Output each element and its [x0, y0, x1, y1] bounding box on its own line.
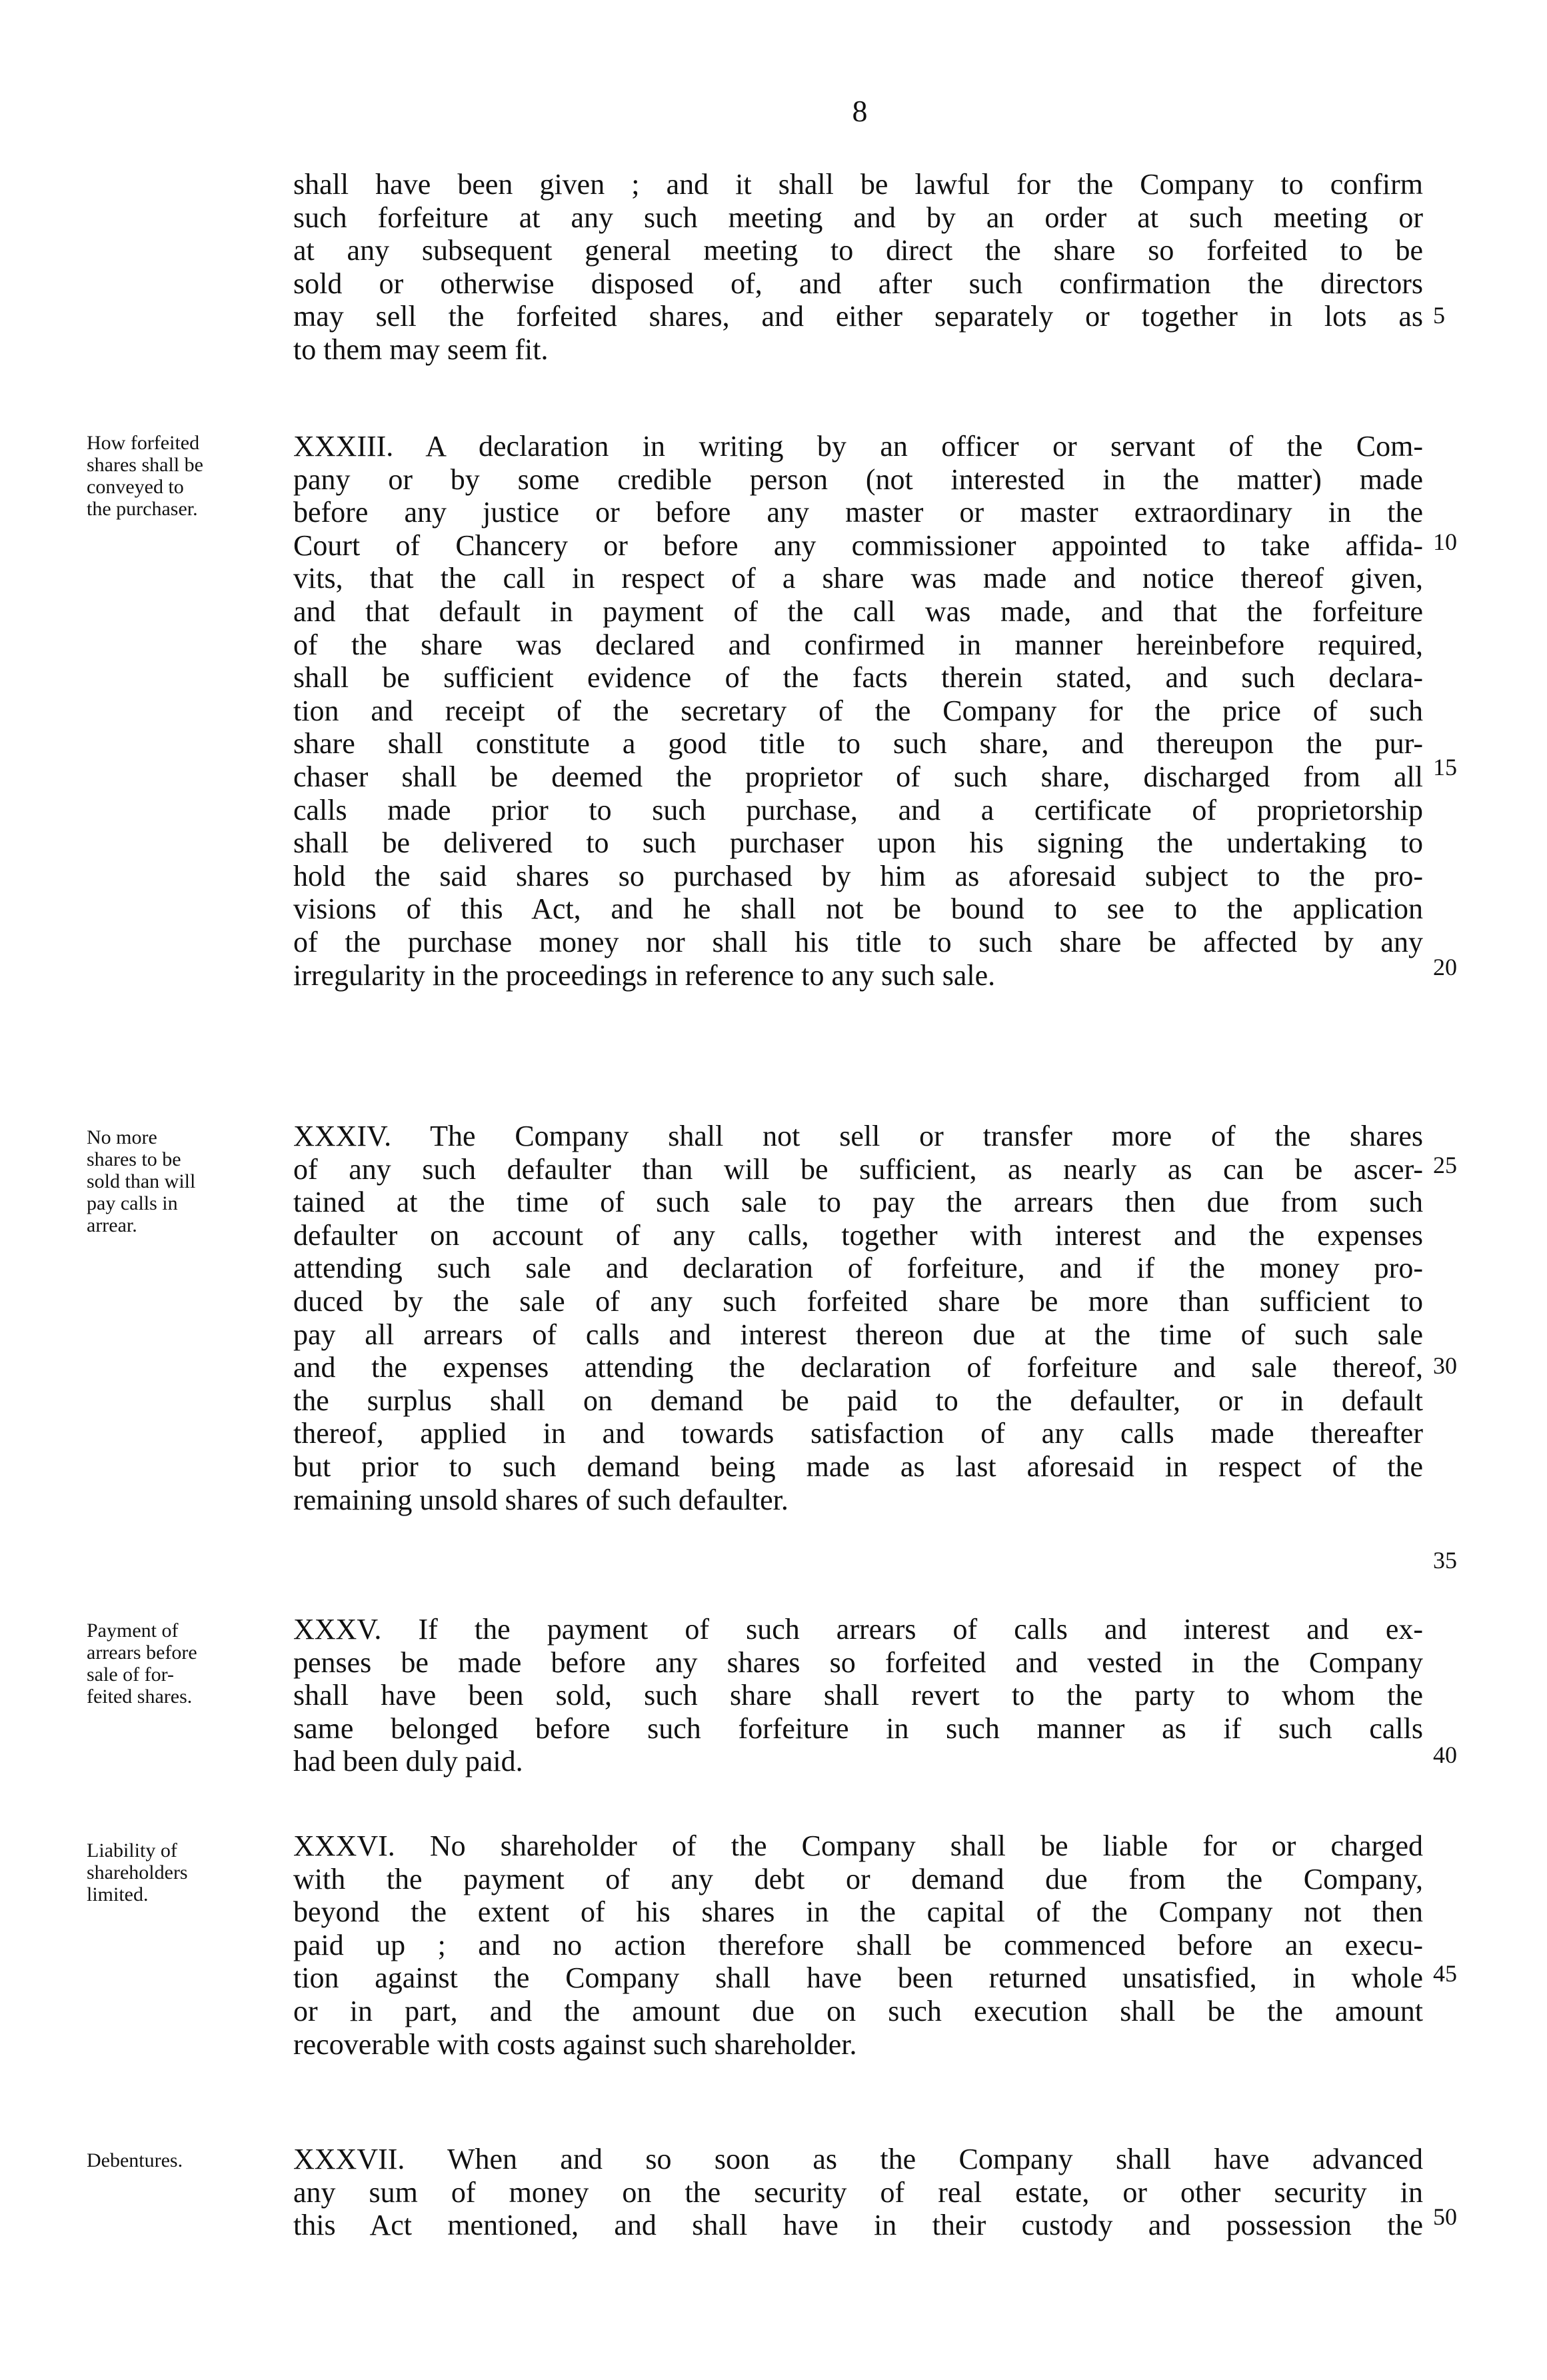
text-line: but prior to such demand being made as last aforesaid in respect of the — [293, 1450, 1423, 1483]
text-line: any sum of money on the security of real estate, or other security in — [293, 2175, 1423, 2209]
text-line: tion against the Company shall have been returned unsatisfied, in whole — [293, 1961, 1423, 1995]
margin-note-line: sold than will — [87, 1170, 196, 1192]
text-line: may sell the forfeited shares, and either separately or together in lots as — [293, 300, 1423, 333]
text-line: Court of Chancery or before any commissioner appointed to take affida- — [293, 529, 1423, 562]
text-line: pany or by some credible person (not interested in the matter) made — [293, 463, 1423, 496]
line-number: 30 — [1433, 1352, 1457, 1379]
text-line: XXXVI. No shareholder of the Company shall be liable for or charged — [293, 1829, 1423, 1862]
text-line: XXXV. If the payment of such arrears of calls and interest and ex- — [293, 1613, 1423, 1646]
text-line: vits, that the call in respect of a share was made and notice thereof given, — [293, 562, 1423, 595]
text-line: pay all arrears of calls and interest thereon due at the time of such sale — [293, 1318, 1423, 1351]
text-line: or in part, and the amount due on such execution shall be the amount — [293, 1994, 1423, 2027]
text-line: this Act mentioned, and shall have in their custody and possession the — [293, 2209, 1423, 2242]
text-line: paid up ; and no action therefore shall be commenced before an execu- — [293, 1928, 1423, 1961]
line-number: 15 — [1433, 754, 1457, 780]
line-number: 5 — [1433, 302, 1445, 329]
section-xxxvii — [293, 2143, 1423, 2242]
margin-note-liability — [87, 1839, 280, 1905]
text-line: such forfeiture at any such meeting and by an order at such meeting or — [293, 201, 1423, 234]
margin-note-line: arrear. — [87, 1214, 137, 1236]
margin-note-line: No more — [87, 1126, 157, 1148]
margin-note-forfeited-shares — [87, 432, 280, 520]
text-line: tion and receipt of the secretary of the Company for the price of such — [293, 694, 1423, 727]
margin-note-line: arrears before — [87, 1642, 197, 1664]
text-line: shall be sufficient evidence of the facts therein stated, and such declara- — [293, 661, 1423, 694]
margin-note-line: conveyed to — [87, 476, 184, 498]
margin-note-payment-of-arrears — [87, 1620, 280, 1708]
text-line: calls made prior to such purchase, and a certificate of proprietorship — [293, 793, 1423, 826]
page-number: 8 — [852, 94, 868, 128]
line-number: 45 — [1433, 1960, 1457, 1987]
line-number: 40 — [1433, 1742, 1457, 1768]
section-xxxiii — [293, 430, 1423, 992]
text-line: XXXVII. When and so soon as the Company shall have advanced — [293, 2143, 1423, 2175]
text-line: and the expenses attending the declaration of forfeiture and sale thereof, — [293, 1351, 1423, 1384]
text-line: and that default in payment of the call was made, and that the forfeiture — [293, 595, 1423, 628]
text-line: shall have been sold, such share shall revert to the party to whom the — [293, 1679, 1423, 1712]
margin-note-line: feited shares. — [87, 1686, 193, 1708]
text-line: of the purchase money nor shall his title to such share be affected by any — [293, 925, 1423, 958]
text-line: hold the said shares so purchased by him as aforesaid subject to the pro- — [293, 859, 1423, 892]
text-line: of the share was declared and confirmed in manner hereinbefore required, — [293, 628, 1423, 661]
text-line: at any subsequent general meeting to direct the share so forfeited to be — [293, 234, 1423, 267]
text-line: shall be delivered to such purchaser upon his signing the undertaking to — [293, 826, 1423, 860]
text-line: visions of this Act, and he shall not be bound to see to the application — [293, 892, 1423, 926]
margin-note-line: Liability of — [87, 1839, 177, 1861]
text-line: duced by the sale of any such forfeited share be more than sufficient to — [293, 1284, 1423, 1318]
margin-note-line: Payment of — [87, 1620, 179, 1642]
text-line: before any justice or before any master or master extraordinary in the — [293, 496, 1423, 529]
line-number: 50 — [1433, 2203, 1457, 2230]
text-line: penses be made before any shares so forfeited and vested in the Company — [293, 1646, 1423, 1679]
margin-note-line: pay calls in — [87, 1192, 178, 1214]
text-line: sold or otherwise disposed of, and after such confirmation the directors — [293, 267, 1423, 300]
text-line: defaulter on account of any calls, together with interest and the expenses — [293, 1218, 1423, 1252]
text-line: chaser shall be deemed the proprietor of such share, discharged from all — [293, 760, 1423, 793]
text-line: attending such sale and declaration of forfeiture, and if the money pro- — [293, 1252, 1423, 1285]
margin-note-line: limited. — [87, 1883, 149, 1905]
text-line: share shall constitute a good title to such share, and thereupon the pur- — [293, 727, 1423, 760]
margin-note-line: shares to be — [87, 1148, 181, 1170]
text-line: thereof, applied in and towards satisfaction of any calls made thereafter — [293, 1417, 1423, 1450]
text-line: had been duly paid. — [293, 1745, 523, 1778]
text-line: remaining unsold shares of such defaulter. — [293, 1483, 788, 1516]
text-line: XXXIII. A declaration in writing by an officer or servant of the Com- — [293, 430, 1423, 463]
section-xxxv — [293, 1613, 1423, 1778]
margin-note-line: sale of for- — [87, 1664, 175, 1686]
line-number: 10 — [1433, 529, 1457, 555]
margin-note-no-more-shares — [87, 1126, 280, 1236]
text-line: beyond the extent of his shares in the capital of the Company not then — [293, 1895, 1423, 1929]
line-number: 35 — [1433, 1547, 1457, 1574]
text-line: to them may seem fit. — [293, 333, 549, 366]
margin-note-line: shares shall be — [87, 454, 203, 476]
text-line: irregularity in the proceedings in reference to any such sale. — [293, 958, 996, 992]
text-line: shall have been given ; and it shall be lawful for the Company to confirm — [293, 168, 1423, 201]
text-line: recoverable with costs against such shareholder. — [293, 2027, 857, 2061]
text-line: with the payment of any debt or demand due from the Company, — [293, 1862, 1423, 1895]
line-number: 25 — [1433, 1152, 1457, 1178]
text-line: of any such defaulter than will be sufficient, as nearly as can be ascer- — [293, 1152, 1423, 1186]
section-xxxvi — [293, 1829, 1423, 2061]
section-xxxiv — [293, 1120, 1423, 1516]
text-line: the surplus shall on demand be paid to the defaulter, or in default — [293, 1384, 1423, 1417]
margin-note-line: the purchaser. — [87, 498, 198, 520]
text-line: tained at the time of such sale to pay the arrears then due from such — [293, 1186, 1423, 1219]
text-line: same belonged before such forfeiture in such manner as if such calls — [293, 1712, 1423, 1745]
text-line: XXXIV. The Company shall not sell or transfer more of the shares — [293, 1120, 1423, 1152]
margin-note-debentures — [87, 2149, 280, 2171]
margin-note-line: shareholders — [87, 1861, 188, 1883]
margin-note-line: How forfeited — [87, 432, 200, 454]
paragraph-continuation — [293, 168, 1423, 367]
line-number: 20 — [1433, 954, 1457, 980]
margin-note-line: Debentures. — [87, 2149, 183, 2171]
